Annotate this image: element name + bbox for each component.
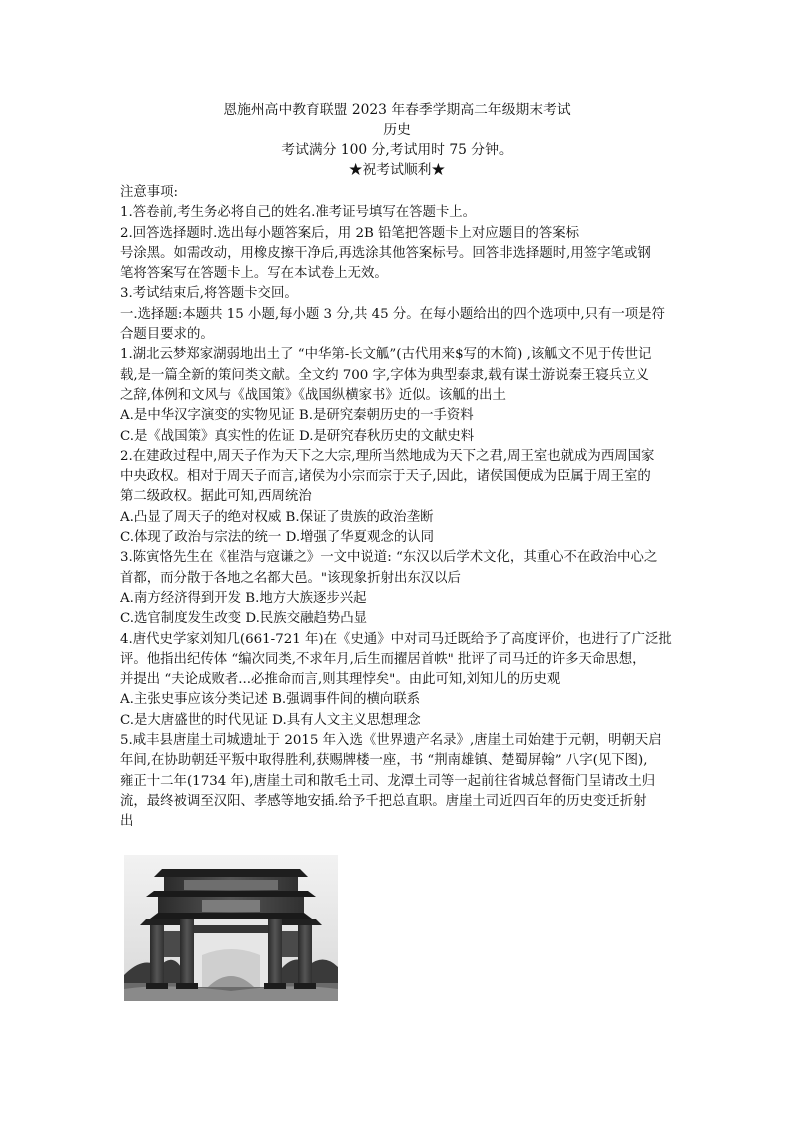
question-2-options: A.凸显了周天子的绝对权威 B.保证了贵族的政治垄断 [120,509,434,525]
question-3-line: 首都，而分散于各地之名都大邑。"该现象折射出东汉以后 [120,570,461,586]
exam-header [0,100,794,180]
stone-archway-photo [124,855,338,1001]
question-4-options: A.主张史事应该分类记述 B.强调事件间的横向联系 [120,692,421,708]
question-4-line: 评。他指出纪传体 “编次同类,不求年月,后生而擢居首帙" 批评了司马迁的许多天命思想， [120,651,646,667]
question-2-line: 中央政权。相对于周天子而言,诸侯为小宗而宗于天子,因此，诸侯国便成为臣属于周王室的 [120,469,651,485]
exam-body [120,183,676,833]
exam-wish: ★祝考试顺利★ [348,162,446,178]
question-2-line: 2.在建政过程中,周天子作为天下之大宗,理所当然地成为天下之君,周王室也就成为西周国家 [120,448,655,464]
exam-subject: 历史 [383,122,411,138]
question-3-options: C.选官制度发生改变 D.民族交融趋势凸显 [120,611,368,627]
body-line: 笔将答案写在答题卡上。写在本试卷上无效。 [120,266,388,282]
archway-image-icon [124,855,338,1001]
question-5-line: 雍正十二年(1734 年),唐崖土司和散毛土司、龙潭土司等一起前往省城总督衙门呈请改土归 [120,773,656,789]
question-1-options: C.是《战国策》真实性的佐证 D.是研究春秋历史的文献史料 [120,428,475,444]
question-2-options: C.体现了政治与宗法的统一 D.增强了华夏观念的认同 [120,530,434,546]
exam-info: 考试满分 100 分,考试用时 75 分钟。 [281,142,513,158]
question-3-line: 3.陈寅恪先生在《崔浩与寇谦之》一文中说道: “东汉以后学术文化，其重心不在政治中心之 [120,550,658,566]
question-2-line: 第二级政权。据此可知,西周统治 [120,489,312,505]
question-4-options: C.是大唐盛世的时代见证 D.具有人文主义思想理念 [120,712,421,728]
body-line: 3.考试结束后,将答题卡交回。 [120,286,298,302]
question-1-options: A.是中华汉字演变的实物见证 B.是研究秦朝历史的一手资料 [120,408,474,424]
question-1-line: 1.湖北云梦郑家湖弱地出土了 “中华第-长文觚”(古代用来$写的木简) ,该觚文不见于传世记 [120,347,652,363]
question-5-line: 年间,在协助朝廷平叛中取得胜利,获赐牌楼一座，书 “荆南雄镇、楚蜀屏翰” 八字(见下图), [120,753,648,769]
question-3-options: A.南方经济得到开发 B.地方大族逐步兴起 [120,590,367,606]
question-1-line: 之辞,体例和文风与《战国策》《战国纵横家书》近似。该觚的出土 [120,387,506,403]
question-4-line: 4.唐代史学家刘知几(661-721 年)在《史通》中对司马迁既给予了高度评价，也进行了广泛批 [120,631,672,647]
question-5-line: 流，最终被调至汉阳、孝感等地安插.给予千把总直职。唐崖土司近四百年的历史变迁折射 [120,793,647,809]
body-line: 2.回答选择题时.选出每小题答案后，用 2B 铅笔把答题卡上对应题目的答案标 [120,225,580,241]
question-4-line: 并提出 “夫论成败者...必推命而言,则其理悖矣"。由此可知,刘知儿的历史观 [120,672,561,688]
body-line: 一.选择题:本题共 15 小题,每小题 3 分,共 45 分。在每小题给出的四个选项中,只有一项是符 [120,306,665,322]
question-5-line: 出 [120,814,134,830]
body-line: 1.答卷前,考生务必将自己的姓名.准考证号填写在答题卡上。 [120,205,477,221]
body-line: 合题目要求的。 [120,327,214,343]
body-line: 注意事项: [120,185,179,200]
question-5-line: 5.咸丰县唐崖土司城遗址于 2015 年入选《世界遗产名录》,唐崖土司始建于元朝，明朝天启 [120,733,662,749]
question-1-line: 载,是一篇全新的策问类文献。全文约 700 字,字体为典型泰隶,载有谋士游说秦王寝兵立义 [120,367,649,383]
exam-title: 恩施州高中教育联盟 2023 年春季学期高二年级期末考试 [223,102,571,118]
body-line: 号涂黑。如需改动，用橡皮擦干净后,再选涂其他答案标号。回答非选择题时,用签字笔或钢 [120,245,651,261]
